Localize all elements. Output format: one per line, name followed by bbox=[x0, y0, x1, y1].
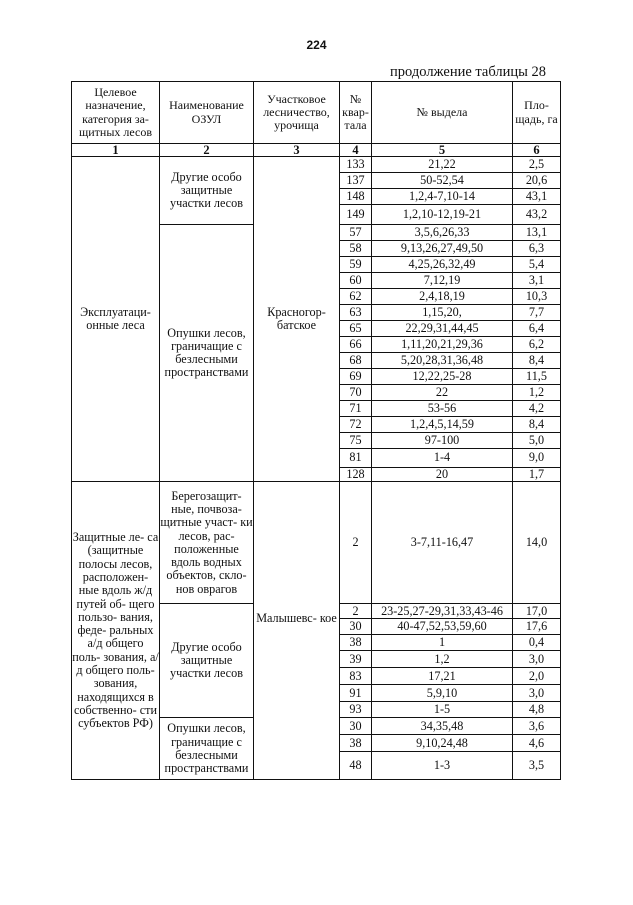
ozul-cell: Другие особо защитные участки лесов bbox=[160, 604, 254, 718]
forest-areas-table bbox=[71, 81, 561, 780]
area-cell: 2,0 bbox=[513, 668, 561, 685]
quarter-cell: 65 bbox=[340, 321, 372, 337]
header-purpose: Целевое назначение, категория за- щитных лесов bbox=[72, 82, 160, 144]
ozul-cell: Опушки лесов, граничащие с безлесными пространствами bbox=[160, 718, 254, 780]
area-cell: 17,0 bbox=[513, 604, 561, 619]
allotment-cell: 22,29,31,44,45 bbox=[372, 321, 513, 337]
area-cell: 6,3 bbox=[513, 241, 561, 257]
area-cell: 8,4 bbox=[513, 353, 561, 369]
quarter-cell: 83 bbox=[340, 668, 372, 685]
allotment-cell: 1,15,20, bbox=[372, 305, 513, 321]
allotment-cell: 3,5,6,26,33 bbox=[372, 225, 513, 241]
allotment-cell: 40-47,52,53,59,60 bbox=[372, 619, 513, 635]
area-cell: 0,4 bbox=[513, 635, 561, 651]
column-number: 3 bbox=[254, 144, 340, 157]
area-cell: 3,0 bbox=[513, 651, 561, 668]
allotment-cell: 1,11,20,21,29,36 bbox=[372, 337, 513, 353]
area-cell: 13,1 bbox=[513, 225, 561, 241]
allotment-cell: 1,2,10-12,19-21 bbox=[372, 205, 513, 225]
area-cell: 17,6 bbox=[513, 619, 561, 635]
area-cell: 5,4 bbox=[513, 257, 561, 273]
allotment-cell: 5,20,28,31,36,48 bbox=[372, 353, 513, 369]
quarter-cell: 93 bbox=[340, 702, 372, 718]
quarter-cell: 59 bbox=[340, 257, 372, 273]
quarter-cell: 70 bbox=[340, 385, 372, 401]
area-cell: 20,6 bbox=[513, 173, 561, 189]
quarter-cell: 2 bbox=[340, 482, 372, 604]
purpose-cell: Эксплуатаци- онные леса bbox=[72, 157, 160, 482]
area-cell: 5,0 bbox=[513, 433, 561, 449]
quarter-cell: 62 bbox=[340, 289, 372, 305]
quarter-cell: 91 bbox=[340, 685, 372, 702]
header-quarter-no: № квар- тала bbox=[340, 82, 372, 144]
allotment-cell: 7,12,19 bbox=[372, 273, 513, 289]
column-number-row bbox=[72, 144, 561, 157]
area-cell: 3,1 bbox=[513, 273, 561, 289]
area-cell: 4,2 bbox=[513, 401, 561, 417]
quarter-cell: 68 bbox=[340, 353, 372, 369]
ozul-cell: Другие особо защитные участки лесов bbox=[160, 157, 254, 225]
quarter-cell: 58 bbox=[340, 241, 372, 257]
quarter-cell: 75 bbox=[340, 433, 372, 449]
quarter-cell: 38 bbox=[340, 635, 372, 651]
allotment-cell: 21,22 bbox=[372, 157, 513, 173]
allotment-cell: 9,10,24,48 bbox=[372, 735, 513, 752]
area-cell: 3,6 bbox=[513, 718, 561, 735]
area-cell: 7,7 bbox=[513, 305, 561, 321]
area-cell: 1,2 bbox=[513, 385, 561, 401]
ozul-cell: Опушки лесов, граничащие с безлесными пространствами bbox=[160, 225, 254, 482]
area-cell: 8,4 bbox=[513, 417, 561, 433]
allotment-cell: 12,22,25-28 bbox=[372, 369, 513, 385]
area-cell: 11,5 bbox=[513, 369, 561, 385]
area-cell: 10,3 bbox=[513, 289, 561, 305]
purpose-cell: Защитные ле- са (защитные полосы лесов, расположен- ные вдоль ж/д путей об- щего пользо- вания, феде- ральных а/д общего поль- зования, а/д общего поль- зования, находящихся в собственно- сти субъектов РФ) bbox=[72, 482, 160, 780]
quarter-cell: 72 bbox=[340, 417, 372, 433]
ozul-cell: Берегозащит- ные, почвоза- щитные участ- ки лесов, рас- положенные вдоль водных объектов, скло- нов оврагов bbox=[160, 482, 254, 604]
header-forestry: Участковое лесничество, урочища bbox=[254, 82, 340, 144]
area-cell: 14,0 bbox=[513, 482, 561, 604]
area-cell: 3,0 bbox=[513, 685, 561, 702]
quarter-cell: 133 bbox=[340, 157, 372, 173]
column-number: 6 bbox=[513, 144, 561, 157]
table-row bbox=[72, 157, 561, 173]
quarter-cell: 149 bbox=[340, 205, 372, 225]
area-cell: 2,5 bbox=[513, 157, 561, 173]
allotment-cell: 17,21 bbox=[372, 668, 513, 685]
table-row bbox=[72, 482, 561, 604]
allotment-cell: 1,2,4-7,10-14 bbox=[372, 189, 513, 205]
area-cell: 43,1 bbox=[513, 189, 561, 205]
column-number: 1 bbox=[72, 144, 160, 157]
header-row bbox=[72, 82, 561, 144]
quarter-cell: 38 bbox=[340, 735, 372, 752]
quarter-cell: 148 bbox=[340, 189, 372, 205]
page-number: 224 bbox=[306, 38, 327, 52]
allotment-cell: 53-56 bbox=[372, 401, 513, 417]
allotment-cell: 23-25,27-29,31,33,43-46 bbox=[372, 604, 513, 619]
allotment-cell: 20 bbox=[372, 468, 513, 482]
allotment-cell: 1-3 bbox=[372, 752, 513, 780]
area-cell: 9,0 bbox=[513, 449, 561, 468]
allotment-cell: 22 bbox=[372, 385, 513, 401]
quarter-cell: 137 bbox=[340, 173, 372, 189]
forestry-cell: Красногор- батское bbox=[254, 157, 340, 482]
allotment-cell: 97-100 bbox=[372, 433, 513, 449]
header-area: Пло- щадь, га bbox=[513, 82, 561, 144]
quarter-cell: 60 bbox=[340, 273, 372, 289]
allotment-cell: 5,9,10 bbox=[372, 685, 513, 702]
allotment-cell: 4,25,26,32,49 bbox=[372, 257, 513, 273]
column-number: 4 bbox=[340, 144, 372, 157]
quarter-cell: 71 bbox=[340, 401, 372, 417]
allotment-cell: 34,35,48 bbox=[372, 718, 513, 735]
quarter-cell: 81 bbox=[340, 449, 372, 468]
quarter-cell: 30 bbox=[340, 718, 372, 735]
allotment-cell: 3-7,11-16,47 bbox=[372, 482, 513, 604]
quarter-cell: 128 bbox=[340, 468, 372, 482]
quarter-cell: 48 bbox=[340, 752, 372, 780]
allotment-cell: 9,13,26,27,49,50 bbox=[372, 241, 513, 257]
area-cell: 6,4 bbox=[513, 321, 561, 337]
area-cell: 1,7 bbox=[513, 468, 561, 482]
allotment-cell: 50-52,54 bbox=[372, 173, 513, 189]
header-allotment-no: № выдела bbox=[372, 82, 513, 144]
allotment-cell: 2,4,18,19 bbox=[372, 289, 513, 305]
area-cell: 4,6 bbox=[513, 735, 561, 752]
area-cell: 4,8 bbox=[513, 702, 561, 718]
allotment-cell: 1,2,4,5,14,59 bbox=[372, 417, 513, 433]
quarter-cell: 57 bbox=[340, 225, 372, 241]
quarter-cell: 69 bbox=[340, 369, 372, 385]
allotment-cell: 1-5 bbox=[372, 702, 513, 718]
area-cell: 3,5 bbox=[513, 752, 561, 780]
column-number: 2 bbox=[160, 144, 254, 157]
quarter-cell: 30 bbox=[340, 619, 372, 635]
table-continuation-label: продолжение таблицы 28 bbox=[390, 64, 546, 80]
quarter-cell: 2 bbox=[340, 604, 372, 619]
header-ozul-name: Наименование ОЗУЛ bbox=[160, 82, 254, 144]
column-number: 5 bbox=[372, 144, 513, 157]
allotment-cell: 1 bbox=[372, 635, 513, 651]
quarter-cell: 63 bbox=[340, 305, 372, 321]
area-cell: 43,2 bbox=[513, 205, 561, 225]
quarter-cell: 39 bbox=[340, 651, 372, 668]
allotment-cell: 1-4 bbox=[372, 449, 513, 468]
quarter-cell: 66 bbox=[340, 337, 372, 353]
area-cell: 6,2 bbox=[513, 337, 561, 353]
forestry-cell: Малышевс- кое bbox=[254, 482, 340, 780]
allotment-cell: 1,2 bbox=[372, 651, 513, 668]
